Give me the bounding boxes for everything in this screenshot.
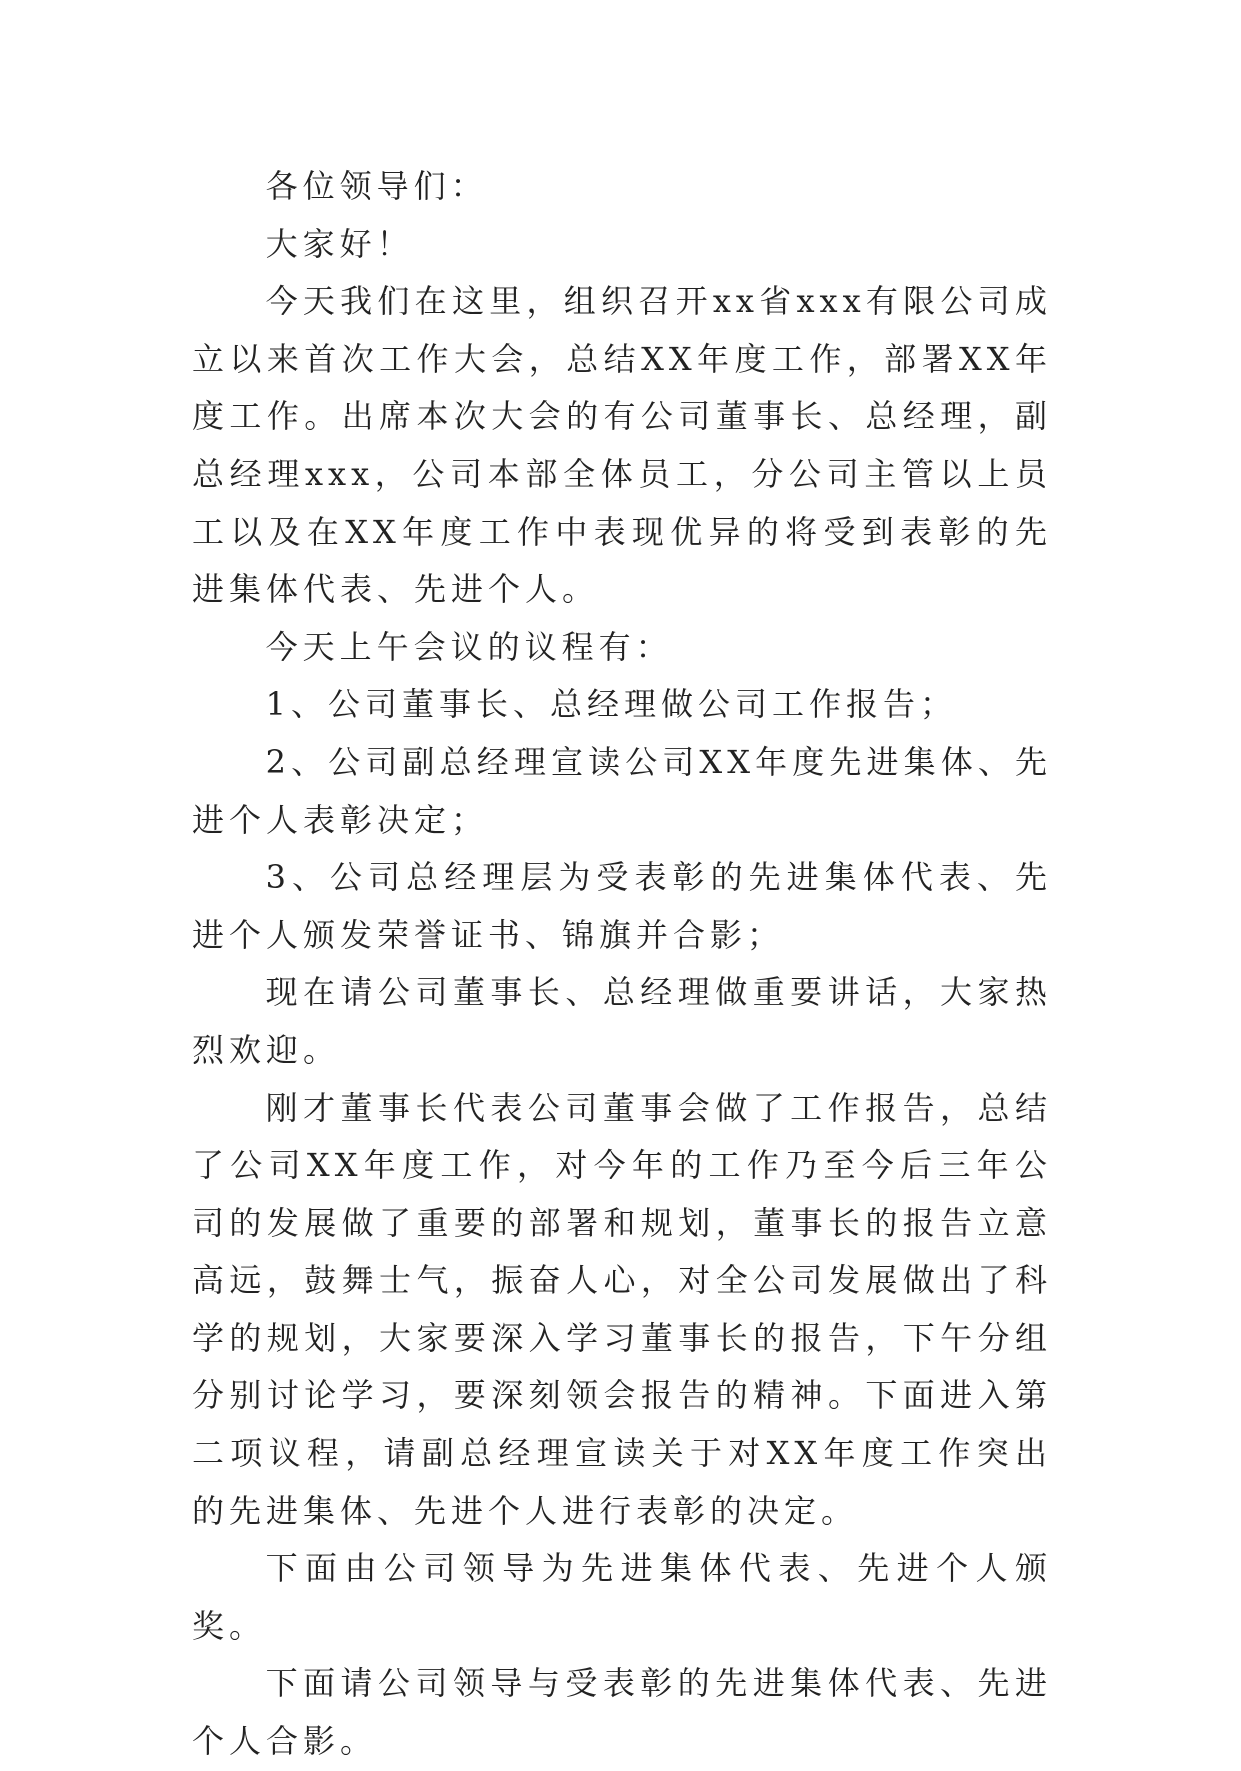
award-paragraph: 下面由公司领导为先进集体代表、先进个人颁奖。 (192, 1549, 1052, 1645)
agenda-item-1: 1、公司董事长、总经理做公司工作报告； (265, 685, 957, 724)
document-body (192, 158, 1052, 1771)
salutation-paragraph: 各位领导们： (265, 167, 488, 205)
summary-paragraph: 刚才董事长代表公司董事会做了工作报告，总结了公司XX年度工作，对今年的工作乃至今后三年公司的发展做了重要的部署和规划，董事长的报告立意高远，鼓舞士气，振奋人心，对全公司发展做出了科学的规划，大家要深入学习董事长的报告，下午分组分别讨论学习，要深刻领会报告的精神。下面进入第二项议程，请副总经理宣读关于对XX年度工作突出的先进集体、先进个人进行表彰的决定。 (192, 1088, 1052, 1530)
speech-invitation-paragraph: 现在请公司董事长、总经理做重要讲话，大家热烈欢迎。 (192, 973, 1052, 1069)
agenda-item-2: 2、公司副总经理宣读公司XX年度先进集体、先进个人表彰决定； (192, 742, 1052, 839)
photo-paragraph: 下面请公司领导与受表彰的先进集体代表、先进个人合影。 (192, 1664, 1052, 1761)
agenda-item-3: 3、公司总经理层为受表彰的先进集体代表、先进个人颁发荣誉证书、锦旗并合影； (192, 858, 1052, 954)
agenda-heading-paragraph: 今天上午会议的议程有： (265, 627, 673, 666)
intro-paragraph: 今天我们在这里，组织召开xx省xxx有限公司成立以来首次工作大会，总结XX年度工作，部署XX年度工作。出席本次大会的有公司董事长、总经理，副总经理xxx，公司本部全体员工，分公司主管以上员工以及在XX年度工作中表现优异的将受到表彰的先进集体代表、先进个人。 (192, 282, 1052, 609)
greeting-paragraph: 大家好！ (265, 224, 414, 263)
